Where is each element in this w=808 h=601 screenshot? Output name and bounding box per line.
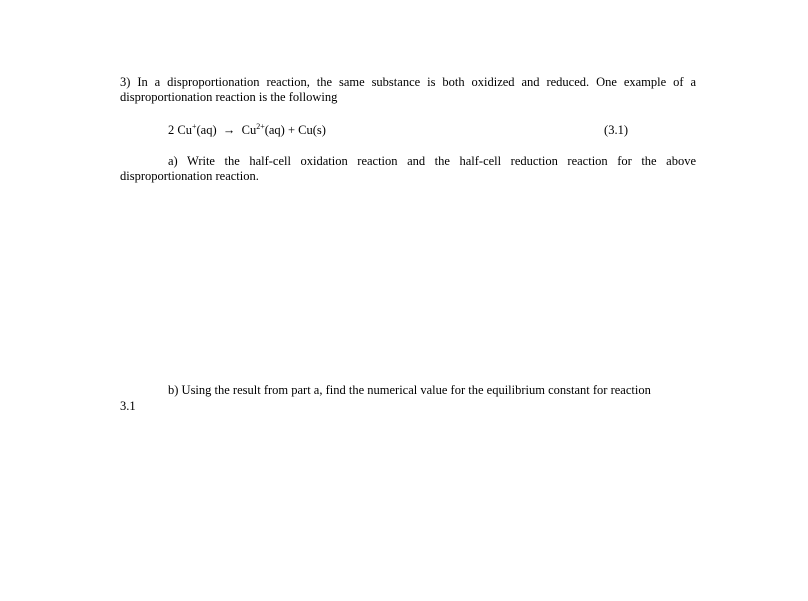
reactant-coefficient: 2 Cu: [168, 123, 192, 137]
equation-number: (3.1): [604, 123, 628, 137]
part-b-question-continuation: 3.1: [120, 399, 136, 413]
reactant-charge: +: [191, 122, 197, 131]
equation-expression: [168, 123, 326, 138]
part-a-question: a) Write the half-cell oxidation reaction and the half-cell reduction reaction for the above disproportionation reaction.: [120, 154, 696, 183]
product-2: Cu(s): [298, 123, 326, 137]
reaction-equation: [168, 123, 628, 139]
question-3-intro: 3) In a disproportionation reaction, the same substance is both oxidized and reduced. One example of a disproportionation reaction is the following: [120, 75, 696, 104]
plus-sign: +: [287, 123, 296, 137]
reactant-state: (aq): [196, 123, 217, 137]
reaction-arrow: →: [222, 123, 236, 137]
product-1-charge: 2+: [256, 122, 265, 131]
product-1-state: (aq): [264, 123, 285, 137]
product-1: Cu: [241, 123, 257, 137]
part-b-question: b) Using the result from part a, find the numerical value for the equilibrium constant for reaction: [168, 383, 651, 397]
